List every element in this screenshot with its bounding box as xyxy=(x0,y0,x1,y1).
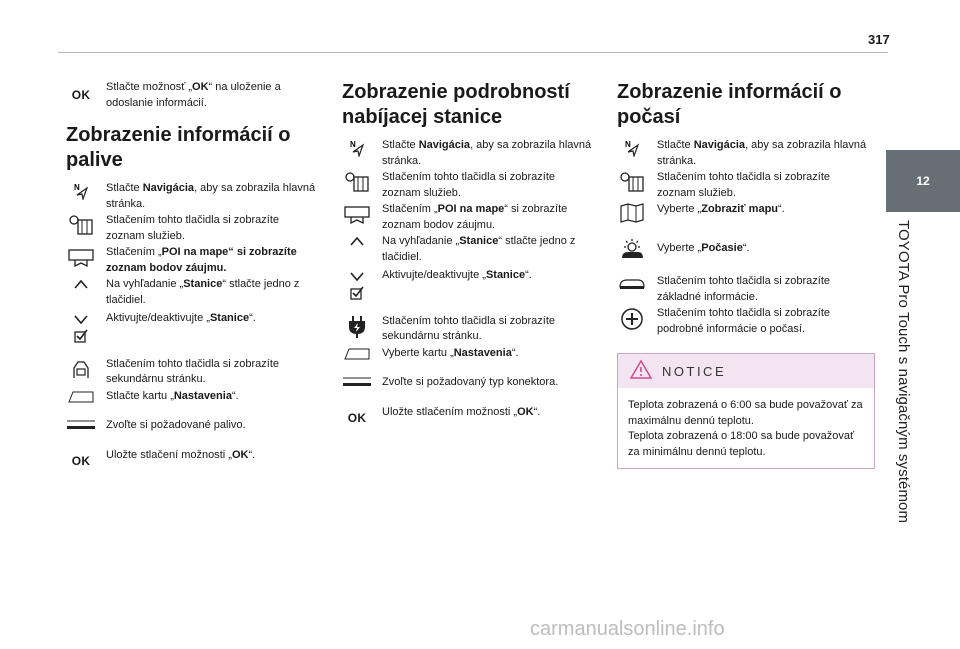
notice-paragraph: Teplota zobrazená o 6:00 sa bude považovať za maximálnu dennú teplotu. xyxy=(628,399,863,427)
column-weather xyxy=(617,80,867,469)
step-text: Vyberte „Zobraziť mapu“. xyxy=(657,203,785,215)
header-rule xyxy=(58,52,888,53)
notice-title: NOTICE xyxy=(662,363,727,379)
tab-icon xyxy=(66,389,96,404)
chevron-down-icon xyxy=(66,295,96,325)
svg-text:N: N xyxy=(350,140,356,149)
map-icon xyxy=(617,202,647,223)
temperature-icon xyxy=(617,274,647,291)
svg-text:N: N xyxy=(625,140,631,149)
step-text: Stlačte Navigácia, aby sa zobrazila hlavná stránka. xyxy=(106,182,316,210)
services-icon xyxy=(342,170,372,193)
step-text: Zvoľte si požadované palivo. xyxy=(106,419,246,431)
option-bar-icon xyxy=(66,418,96,431)
section-heading: Zobrazenie podrobností nabíjacej stanice xyxy=(342,81,570,128)
step-text: Stlačte Navigácia, aby sa zobrazila hlavná stránka. xyxy=(657,139,867,167)
navigation-icon xyxy=(66,181,96,200)
section-heading: Zobrazenie informácií o palive xyxy=(66,124,291,171)
svg-text:N: N xyxy=(74,183,80,192)
step-text: Uložte stlačení možnosti „OK“. xyxy=(106,448,256,461)
section-heading: Zobrazenie informácií o počasí xyxy=(617,81,842,128)
step-text: Stlačením tohto tlačidla si zobrazíte zoznam služieb. xyxy=(657,171,831,199)
poi-map-icon xyxy=(66,245,96,268)
navigation-icon xyxy=(617,138,647,157)
step-text: Vyberte kartu „Nastavenia“. xyxy=(382,346,519,359)
side-title: TOYOTA Pro Touch s navigačným systémom xyxy=(895,220,912,524)
step-text: Stlačením tohto tlačidla si zobrazíte sekundárnu stránku. xyxy=(106,357,280,385)
option-bar-icon xyxy=(342,375,372,388)
step-text: Stlačte kartu „Nastavenia“. xyxy=(106,389,239,402)
step-text: Stlačením tohto tlačidla si zobrazíte zoznam služieb. xyxy=(106,214,280,242)
step-text: Stlačením tohto tlačidla si zobrazíte sekundárnu stránku. xyxy=(382,314,556,342)
intro-text: Stlačte možnosť „OK“ na uloženie a odoslanie informácií. xyxy=(106,81,281,109)
step-text: Zvoľte si požadovaný typ konektora. xyxy=(382,376,559,388)
notice-paragraph: Teplota zobrazená o 18:00 sa bude považovať za minimálnu dennú teplotu. xyxy=(628,430,855,458)
step-text: Stlačte Navigácia, aby sa zobrazila hlavná stránka. xyxy=(382,139,592,167)
step-text: Stlačením „POI na mape“ si zobrazíte zoznam bodov záujmu. xyxy=(106,246,297,274)
page-number: 317 xyxy=(868,32,890,47)
chevron-down-icon xyxy=(342,252,372,282)
chapter-number: 12 xyxy=(916,174,930,188)
step-text: Na vyhľadanie „Stanice“ stlačte jedno z tlačidiel. xyxy=(382,235,576,263)
services-icon xyxy=(617,170,647,193)
plus-circle-icon xyxy=(617,306,647,331)
chevron-up-icon xyxy=(342,234,372,247)
checkbox-icon xyxy=(342,285,372,300)
column-fuel xyxy=(66,80,316,469)
step-text: Aktivujte/deaktivujte „Stanice“. xyxy=(382,269,532,281)
warning-triangle-icon xyxy=(630,359,652,384)
secondary-page-icon xyxy=(66,357,96,382)
step-text: Na vyhľadanie „Stanice“ stlačte jedno z tlačidiel. xyxy=(106,278,300,306)
checkbox-icon xyxy=(66,328,96,343)
step-text: Stlačením „POI na mape“ si zobrazíte zoznam bodov záujmu. xyxy=(382,203,568,231)
plug-icon xyxy=(342,314,372,339)
notice-body xyxy=(618,388,874,468)
notice-box xyxy=(617,353,875,469)
tab-icon xyxy=(342,346,372,361)
step-text: Stlačením tohto tlačidla si zobrazíte podrobné informácie o počasí. xyxy=(657,307,831,335)
notice-header xyxy=(618,354,874,388)
step-text: Stlačením tohto tlačidla si zobrazíte zoznam služieb. xyxy=(382,171,556,199)
navigation-icon xyxy=(342,138,372,157)
chevron-up-icon xyxy=(66,277,96,290)
step-text: Stlačením tohto tlačidla si zobrazíte základné informácie. xyxy=(657,275,831,303)
watermark: carmanualsonline.info xyxy=(530,618,725,640)
column-charging xyxy=(342,80,592,426)
weather-icon xyxy=(617,237,647,260)
ok-icon: OK xyxy=(347,410,367,425)
step-text: Aktivujte/deaktivujte „Stanice“. xyxy=(106,312,256,324)
ok-icon: OK xyxy=(71,88,91,102)
step-text: Uložte stlačením možnosti „OK“. xyxy=(382,405,541,418)
ok-icon: OK xyxy=(71,453,91,468)
step-text: Vyberte „Počasie“. xyxy=(657,242,750,254)
poi-map-icon xyxy=(342,202,372,225)
services-icon xyxy=(66,213,96,236)
chapter-tab xyxy=(886,150,960,212)
